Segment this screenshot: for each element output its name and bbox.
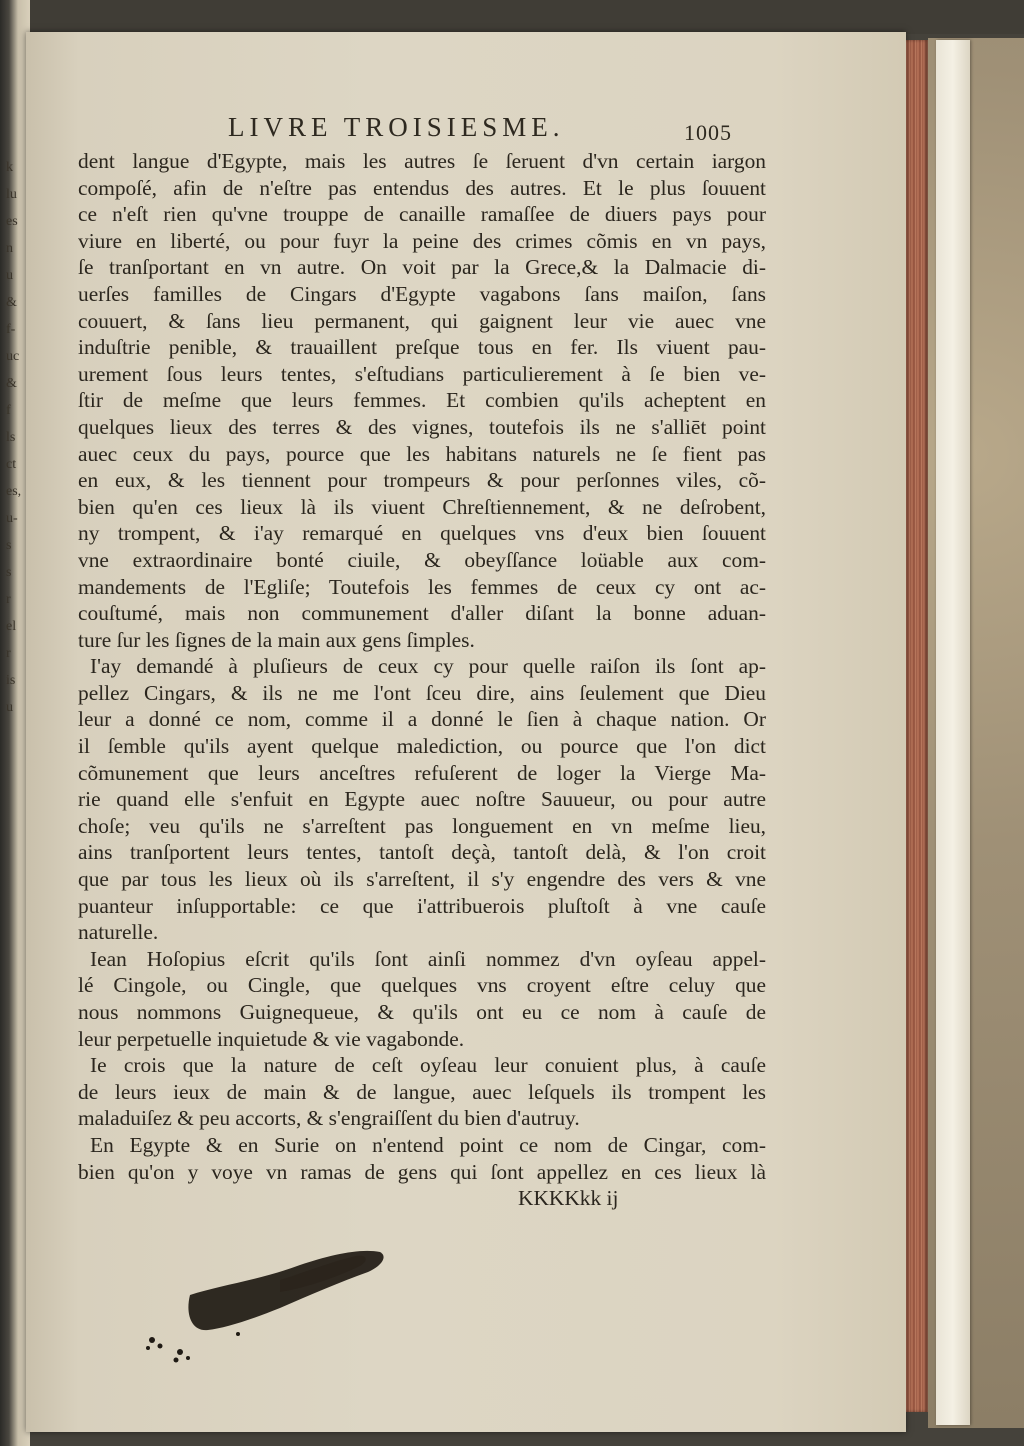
text-line: ains tranſportent leurs tentes, tantoſt deçà, tantoſt delà, & l'on croit (78, 840, 766, 865)
text-line: ny trompent, & i'ay remarqué en quelques vns d'eux bien ſouuent (78, 521, 766, 546)
text-line: urement ſous leurs tentes, s'eſtudians particulierement à ſe bien ve- (78, 361, 766, 386)
facing-page-glyph: uc (6, 349, 20, 364)
text-line: viure en liberté, ou pour fuyr la peine des crimes cõmis en vn pays, (78, 228, 766, 253)
facing-page-glyph: es (6, 214, 18, 229)
text-line: lé Cingole, ou Cingle, que quelques vns croyent eſtre celuy que (78, 973, 766, 998)
text-line: compoſé, afin de n'eſtre pas entendus des autres. Et le plus ſouuent (78, 175, 766, 200)
facing-page-glyph: lu (6, 187, 17, 202)
text-line: il ſemble qu'ils ayent quelque malediction, ou pource que l'on dict (78, 734, 766, 759)
facing-page-glyph: ct (6, 457, 17, 472)
text-line: pellez Cingars, & ils ne me l'ont ſceu dire, ains ſeulement que Dieu (78, 680, 766, 705)
text-line: de leurs ieux de main & de langue, auec leſquels ils trompent les (78, 1079, 766, 1104)
facing-page-glyph: is (6, 673, 16, 688)
facing-page-glyph: ls (6, 430, 16, 445)
text-line: maladuiſez & peu accorts, & s'engraiſſent du bien d'autruy. (78, 1106, 580, 1131)
text-line: mandements de l'Egliſe; Toutefois les femmes de ceux cy ont ac- (78, 574, 766, 599)
text-line: ſtir de meſme que leurs femmes. Et combien qu'ils acheptent en (78, 388, 766, 413)
text-line: bien qu'en ces lieux là ils viuent Chreſtiennement, & ne deſrobent, (78, 494, 766, 519)
text-line: leur perpetuelle inquietude & vie vagabonde. (78, 1026, 465, 1051)
text-line: I'ay demandé à pluſieurs de ceux cy pour quelle raiſon ils ſont ap- (90, 654, 766, 679)
facing-page-glyph: u (6, 700, 13, 715)
text-line: couuert, & ſans lieu permanent, qui gaignent leur vie auec vne (78, 308, 766, 333)
text-line: Iean Hoſopius eſcrit qu'ils ſont ainſi nommez d'vn oyſeau appel- (90, 946, 766, 971)
page-number: 1005 (684, 120, 732, 145)
text-line: uerſes familles de Cingars d'Egypte vagabons ſans maiſon, ſans (78, 281, 766, 306)
facing-page-glyph: el (6, 619, 17, 634)
running-head: LIVRE TROISIESME. (228, 112, 565, 142)
text-line: puanteur inſupportable: ce que i'attribuerois pluſtoſt à vne cauſe (78, 893, 766, 918)
facing-page-glyph: u- (6, 511, 18, 526)
facing-page-glyph: & (6, 295, 17, 310)
text-line: nous nommons Guignequeue, & qu'ils ont eu ce nom à cauſe de (78, 1000, 766, 1024)
paragraph (78, 653, 766, 946)
paragraph (78, 148, 766, 653)
facing-page-glyph: es, (6, 484, 22, 499)
facing-page-glyph: s (6, 565, 12, 580)
facing-page-glyph: k (6, 160, 13, 175)
signature-mark: KKKKkk ij (518, 1186, 619, 1211)
text-line: couſtumé, mais non communement d'aller diſant la bonne aduan- (78, 601, 766, 626)
text-line: bien qu'on y voye vn ramas de gens qui ſont appellez en ces lieux là (78, 1159, 766, 1184)
page-edges (904, 40, 928, 1412)
paragraph (78, 1132, 766, 1185)
text-line: ture ſur les ſignes de la main aux gens ſimples. (78, 627, 475, 652)
paragraph (78, 946, 766, 1052)
facing-page-glyph: s (6, 538, 12, 553)
text-line: Ie crois que la nature de ceſt oyſeau leur conuient plus, à cauſe (90, 1053, 766, 1078)
facing-page-glyph: r (6, 592, 11, 607)
facing-page-glyph: r (6, 646, 11, 661)
ink-blot (130, 1240, 390, 1370)
text-line: auec ceux du pays, pource que les habitans naturels ne ſe fient pas (78, 441, 766, 466)
text-line: dent langue d'Egypte, mais les autres ſe ſeruent d'vn certain iargon (78, 149, 766, 173)
text-line: choſe; veu qu'ils ne s'arreſtent pas longuement en vn meſme lieu, (78, 813, 766, 838)
text-line: ſe tranſportant en vn autre. On voit par la Grece,& la Dalmacie di- (78, 255, 766, 280)
facing-page-glyph: f (6, 403, 11, 418)
text-line: en eux, & les tiennent pour trompeurs & pour perſonnes viles, cõ- (78, 468, 766, 493)
text-line: En Egypte & en Surie on n'entend point ce nom de Cingar, com- (90, 1132, 766, 1157)
endpaper-strip (936, 40, 970, 1425)
text-line: quelques lieux des terres & des vignes, toutefois ils ne s'alliēt point (78, 414, 766, 439)
facing-page-glyph: u (6, 268, 13, 283)
paragraph (78, 1052, 766, 1132)
scan-background (0, 0, 1024, 34)
text-line: ce n'eſt rien qu'vne trouppe de canaille ramaſſee de diuers pays pour (78, 202, 766, 227)
body-text (78, 148, 766, 1212)
facing-page-glyph: & (6, 376, 17, 391)
text-line: rie quand elle s'enfuit en Egypte auec noſtre Sauueur, ou pour autre (78, 787, 766, 812)
text-line: naturelle. (78, 920, 159, 945)
facing-page-glyph: n (6, 241, 13, 256)
text-line: induſtrie penible, & trauaillent preſque tous en fer. Ils viuent pau- (78, 335, 766, 360)
text-line: cõmunement que leurs anceſtres refuſerent de loger la Vierge Ma- (78, 760, 766, 785)
text-line: que par tous les lieux où ils s'arreſtent, il s'y engendre des vers & vne (78, 867, 766, 892)
facing-page-glyph: f- (6, 322, 16, 337)
text-line: vne extraordinaire bonté ciuile, & obeyſſance loüable aux com- (78, 547, 766, 572)
text-line: leur a donné ce nom, comme il a donné le ſien à chaque nation. Or (78, 707, 766, 732)
